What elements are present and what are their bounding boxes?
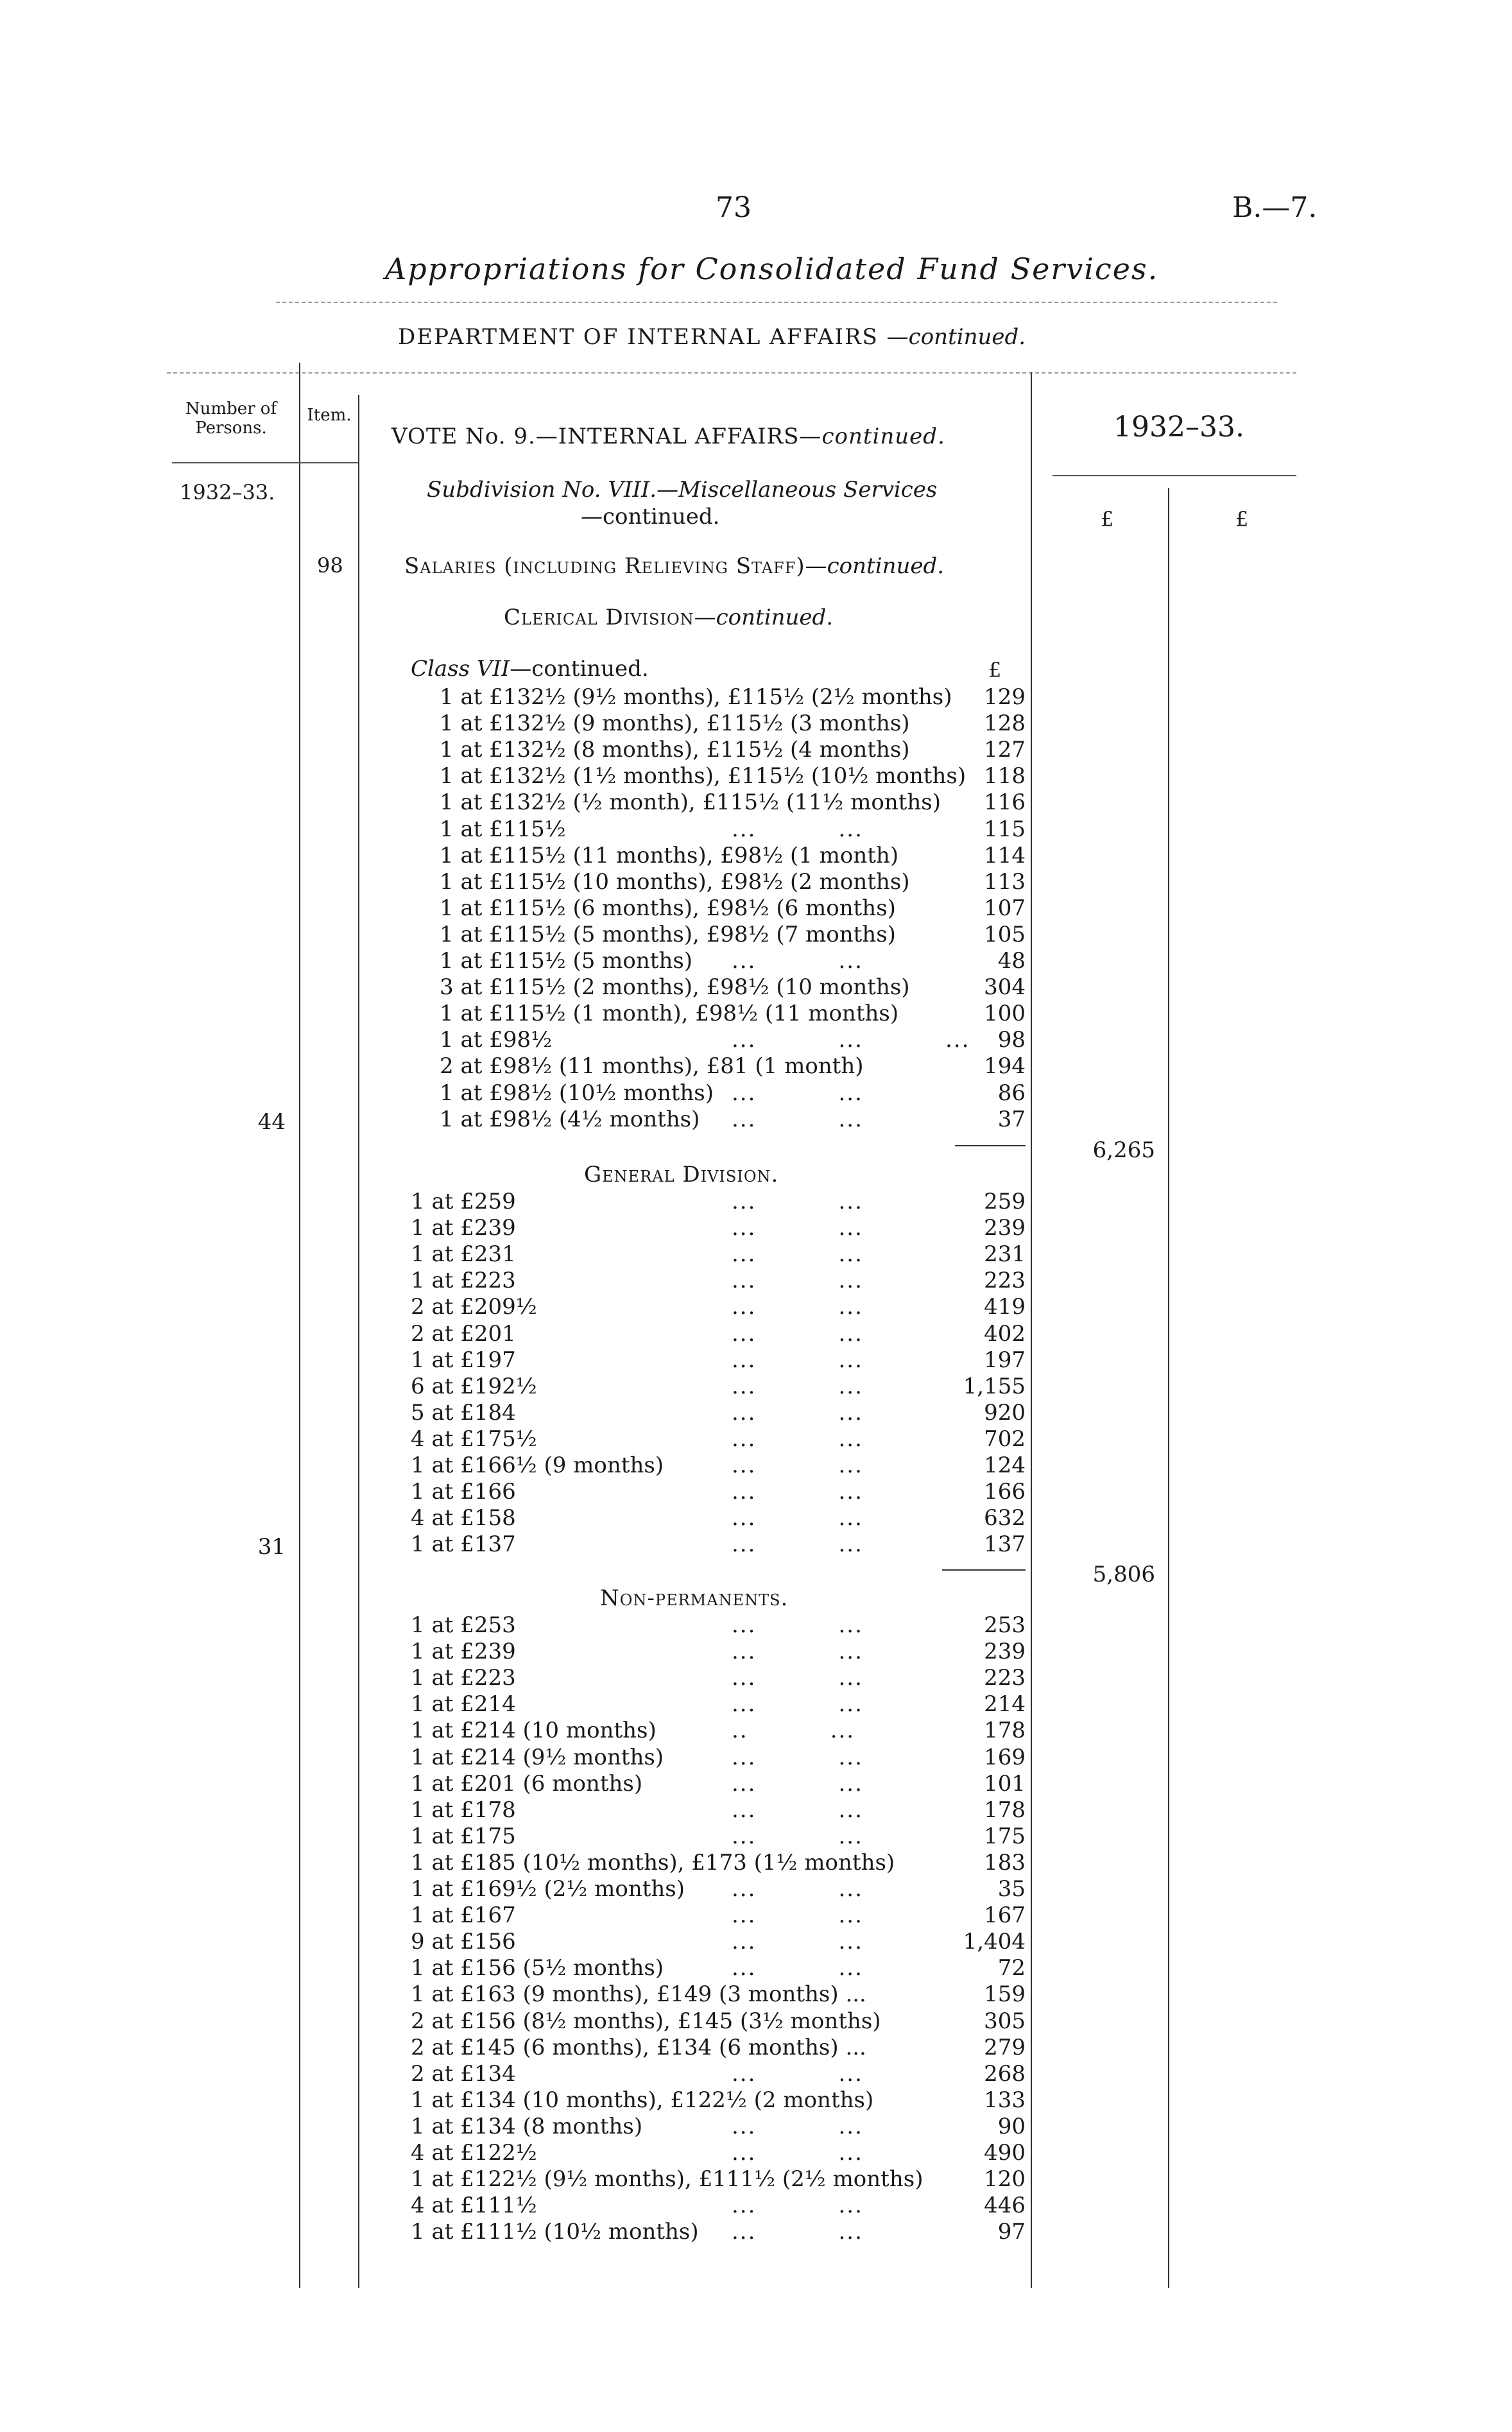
general-row-description: 6 at £192½ bbox=[411, 1373, 537, 1399]
general-row bbox=[411, 1294, 1026, 1320]
class-vii-row bbox=[440, 816, 1026, 843]
class-vii-row bbox=[440, 922, 1026, 948]
non-permanent-row-description: 4 at £111½ bbox=[411, 2193, 537, 2219]
class-vii-row bbox=[440, 1080, 1026, 1107]
non-permanent-row bbox=[411, 1745, 1026, 1771]
general-row-leader-dots: ... ... bbox=[732, 1505, 863, 1531]
non-permanent-row-amount: 239 bbox=[984, 1639, 1026, 1665]
number-of-persons-header: Number of Persons. bbox=[185, 399, 277, 438]
non-permanent-row-amount: 97 bbox=[997, 2219, 1026, 2245]
class-vii-persons: 44 bbox=[257, 1109, 286, 1135]
non-permanent-row-amount: 167 bbox=[984, 1902, 1026, 1929]
general-row-description: 1 at £166 bbox=[411, 1479, 516, 1505]
non-permanent-row-leader-dots: .. ... bbox=[732, 1718, 855, 1744]
class-vii-row-description: 1 at £115½ (1 month), £98½ (11 months) bbox=[440, 1001, 899, 1027]
general-row-description: 4 at £175½ bbox=[411, 1426, 537, 1452]
non-permanent-row bbox=[411, 1824, 1026, 1850]
non-permanent-row-amount: 268 bbox=[984, 2060, 1026, 2087]
class-vii-label-suffix: —continued. bbox=[510, 656, 649, 682]
class-vii-row-description: 1 at £115½ (10 months), £98½ (2 months) bbox=[440, 868, 910, 895]
class-vii-row bbox=[440, 763, 1026, 789]
non-permanent-row-description: 1 at £134 (10 months), £122½ (2 months) bbox=[411, 2087, 874, 2113]
general-row-description: 1 at £223 bbox=[411, 1268, 516, 1294]
class-vii-total: 6,265 bbox=[1092, 1137, 1155, 1163]
non-permanent-row-description: 2 at £145 (6 months), £134 (6 months) ... bbox=[411, 2034, 866, 2060]
head-rule-left bbox=[172, 462, 299, 463]
non-permanent-row-description: 2 at £134 bbox=[411, 2060, 516, 2087]
general-row-leader-dots: ... ... bbox=[732, 1241, 863, 1268]
page-number: 73 bbox=[716, 191, 752, 224]
non-permanent-row-amount: 178 bbox=[984, 1718, 1026, 1744]
class-vii-row-description: 1 at £132½ (½ month), £115½ (11½ months) bbox=[440, 789, 941, 816]
subdivision-line-2-text: —continued. bbox=[581, 504, 720, 530]
non-permanent-row-amount: 214 bbox=[984, 1691, 1026, 1718]
class-vii-row bbox=[440, 737, 1026, 763]
general-row-leader-dots: ... ... bbox=[732, 1189, 863, 1214]
general-row bbox=[411, 1453, 1026, 1479]
non-permanent-row-description: 1 at £175 bbox=[411, 1823, 516, 1849]
general-row bbox=[411, 1241, 1026, 1268]
general-row-description: 1 at £197 bbox=[411, 1347, 516, 1373]
class-vii-row bbox=[440, 895, 1026, 922]
non-permanent-row-amount: 35 bbox=[997, 1876, 1026, 1902]
non-permanent-row-description: 1 at £122½ (9½ months), £111½ (2½ months) bbox=[411, 2166, 924, 2193]
class-vii-row-description: 1 at £115½ bbox=[440, 816, 566, 842]
clerical-heading bbox=[504, 605, 833, 630]
non-permanent-row-leader-dots: ... ... bbox=[732, 1770, 863, 1797]
general-row-amount: 124 bbox=[984, 1453, 1026, 1478]
currency-header-a: £ bbox=[1101, 507, 1114, 531]
page-title: Appropriations for Consolidated Fund Services. bbox=[385, 252, 1159, 286]
currency-header-b: £ bbox=[1235, 507, 1249, 531]
non-permanent-row bbox=[411, 1902, 1026, 1929]
non-permanent-row-description: 1 at £111½ (10½ months) bbox=[411, 2219, 699, 2245]
non-permanent-row-description: 1 at £214 (9½ months) bbox=[411, 1744, 664, 1770]
class-vii-row-amount: 127 bbox=[984, 737, 1026, 763]
non-permanent-row-description: 1 at £167 bbox=[411, 1902, 516, 1929]
non-permanent-row-description: 1 at £223 bbox=[411, 1665, 516, 1691]
class-vii-row-amount: 115 bbox=[984, 816, 1026, 842]
non-permanent-row-amount: 90 bbox=[997, 2113, 1026, 2139]
non-permanent-row-description: 1 at £214 (10 months) bbox=[411, 1718, 657, 1744]
non-permanent-row-leader-dots: ... ... bbox=[732, 1665, 863, 1691]
general-row-description: 2 at £201 bbox=[411, 1320, 516, 1347]
general-row-amount: 239 bbox=[984, 1215, 1026, 1241]
non-permanent-row-description: 2 at £156 (8½ months), £145 (3½ months) bbox=[411, 2008, 881, 2034]
title-underline bbox=[276, 302, 1277, 303]
non-permanent-row-leader-dots: ... ... bbox=[732, 1639, 863, 1665]
class-vii-row-amount: 118 bbox=[984, 763, 1026, 789]
class-vii-row bbox=[440, 948, 1026, 974]
non-permanent-row-amount: 169 bbox=[984, 1744, 1026, 1770]
general-row-leader-dots: ... ... bbox=[732, 1399, 863, 1426]
general-row-amount: 920 bbox=[984, 1399, 1026, 1426]
general-row-amount: 259 bbox=[984, 1189, 1026, 1214]
class-vii-row-amount: 128 bbox=[984, 711, 1026, 737]
non-permanent-row bbox=[411, 2035, 1026, 2061]
non-permanent-row-description: 4 at £122½ bbox=[411, 2140, 537, 2166]
non-permanent-row-amount: 305 bbox=[984, 2008, 1026, 2034]
general-row-leader-dots: ... ... bbox=[732, 1294, 863, 1320]
general-total: 5,806 bbox=[1092, 1562, 1155, 1587]
general-row-leader-dots: ... ... bbox=[732, 1268, 863, 1294]
general-row-leader-dots: ... ... bbox=[732, 1453, 863, 1478]
year-right: 1932–33. bbox=[1113, 411, 1244, 444]
non-permanent-row bbox=[411, 1771, 1026, 1797]
non-permanent-row bbox=[411, 1612, 1026, 1639]
general-row-amount: 223 bbox=[984, 1268, 1026, 1294]
class-vii-row-amount: 86 bbox=[997, 1080, 1026, 1106]
non-permanent-row bbox=[411, 1929, 1026, 1955]
non-permanent-row-description: 1 at £169½ (2½ months) bbox=[411, 1876, 685, 1902]
class-vii-row-amount: 98 bbox=[997, 1027, 1026, 1053]
general-row-description: 1 at £137 bbox=[411, 1531, 516, 1558]
class-vii-row-amount: 116 bbox=[984, 789, 1026, 816]
non-permanent-row bbox=[411, 2008, 1026, 2035]
general-row-amount: 166 bbox=[984, 1479, 1026, 1505]
class-vii-row-description: 1 at £132½ (9 months), £115½ (3 months) bbox=[440, 711, 910, 737]
non-permanent-row-description: 1 at £178 bbox=[411, 1797, 516, 1823]
non-permanent-row-amount: 1,404 bbox=[963, 1929, 1026, 1955]
general-row bbox=[411, 1505, 1026, 1531]
non-permanent-row-leader-dots: ... ... bbox=[732, 1744, 863, 1770]
non-permanent-row-description: 1 at £239 bbox=[411, 1639, 516, 1665]
class-vii-row-description: 1 at £132½ (8 months), £115½ (4 months) bbox=[440, 737, 910, 763]
general-row bbox=[411, 1479, 1026, 1505]
salaries-heading-text: Salaries (including Relieving Staff) bbox=[404, 553, 805, 579]
class-vii-row bbox=[440, 1053, 1026, 1080]
class-vii-row-amount: 304 bbox=[984, 974, 1026, 1001]
non-permanent-row-amount: 223 bbox=[984, 1665, 1026, 1691]
non-permanent-row-amount: 253 bbox=[984, 1612, 1026, 1638]
class-vii-row-description: 1 at £132½ (1½ months), £115½ (10½ months) bbox=[440, 763, 966, 789]
salaries-heading bbox=[404, 553, 944, 579]
non-permanent-row-description: 1 at £156 (5½ months) bbox=[411, 1955, 664, 1981]
class-vii-row-amount: 129 bbox=[984, 684, 1026, 710]
class-vii-row-amount: 194 bbox=[984, 1053, 1026, 1080]
class-vii-row-leader-dots: ... ... bbox=[732, 1106, 863, 1132]
non-permanent-row-amount: 133 bbox=[984, 2087, 1026, 2113]
non-permanent-row-leader-dots: ... ... bbox=[732, 1955, 863, 1981]
general-row bbox=[411, 1321, 1026, 1347]
class-vii-row bbox=[440, 1027, 1026, 1053]
department-heading bbox=[398, 324, 1026, 350]
general-persons: 31 bbox=[257, 1534, 286, 1560]
department-name: DEPARTMENT OF INTERNAL AFFAIRS bbox=[398, 324, 879, 350]
non-permanent-row bbox=[411, 1797, 1026, 1824]
non-permanent-row-leader-dots: ... ... bbox=[732, 2193, 863, 2219]
general-row-amount: 632 bbox=[984, 1505, 1026, 1531]
general-row-description: 4 at £158 bbox=[411, 1505, 516, 1531]
vote-title bbox=[391, 424, 945, 449]
non-permanent-row-description: 1 at £185 (10½ months), £173 (1½ months) bbox=[411, 1849, 895, 1876]
department-suffix: —continued. bbox=[886, 324, 1026, 350]
class-vii-row-leader-dots: ... ... bbox=[732, 1080, 863, 1106]
class-vii-subtotal-rule bbox=[955, 1145, 1026, 1146]
class-vii-row-leader-dots: ... ... ... bbox=[732, 1027, 970, 1053]
general-row bbox=[411, 1400, 1026, 1426]
class-vii-row-description: 1 at £115½ (11 months), £98½ (1 month) bbox=[440, 842, 899, 868]
item-column-left-rule bbox=[299, 363, 300, 2288]
class-vii-row-leader-dots: ... ... bbox=[732, 816, 863, 842]
general-row bbox=[411, 1426, 1026, 1453]
vote-title-text: VOTE No. 9.—INTERNAL AFFAIRS— bbox=[391, 424, 822, 449]
non-permanent-row-leader-dots: ... ... bbox=[732, 1929, 863, 1955]
head-rule-item bbox=[299, 462, 358, 463]
non-permanent-row-amount: 159 bbox=[984, 1981, 1026, 2008]
general-row-description: 1 at £239 bbox=[411, 1215, 516, 1241]
general-row-amount: 702 bbox=[984, 1426, 1026, 1452]
non-permanent-row bbox=[411, 1691, 1026, 1718]
non-permanent-row-description: 9 at £156 bbox=[411, 1929, 516, 1955]
class-vii-row-description: 1 at £98½ (4½ months) bbox=[440, 1106, 700, 1132]
non-permanent-row-description: 1 at £201 (6 months) bbox=[411, 1770, 643, 1797]
class-vii-row-amount: 37 bbox=[997, 1106, 1026, 1132]
general-row bbox=[411, 1347, 1026, 1374]
general-row-leader-dots: ... ... bbox=[732, 1215, 863, 1241]
non-permanent-row bbox=[411, 2166, 1026, 2193]
non-permanent-row bbox=[411, 1665, 1026, 1691]
item-number: 98 bbox=[317, 553, 343, 578]
clerical-heading-text: Clerical Division bbox=[504, 605, 694, 630]
general-row-leader-dots: ... ... bbox=[732, 1531, 863, 1558]
non-permanent-row-description: 1 at £163 (9 months), £149 (3 months) ... bbox=[411, 1981, 866, 2008]
non-permanent-row-amount: 175 bbox=[984, 1823, 1026, 1849]
class-vii-row-description: 3 at £115½ (2 months), £98½ (10 months) bbox=[440, 974, 910, 1001]
class-vii-row-description: 1 at £132½ (9½ months), £115½ (2½ months) bbox=[440, 684, 952, 710]
non-permanent-row bbox=[411, 2114, 1026, 2140]
general-row-leader-dots: ... ... bbox=[732, 1373, 863, 1399]
general-row-amount: 402 bbox=[984, 1320, 1026, 1347]
class-vii-row bbox=[440, 789, 1026, 816]
head-rule-right bbox=[1052, 475, 1296, 476]
non-permanent-row-leader-dots: ... ... bbox=[732, 1797, 863, 1823]
class-vii-row-description: 1 at £115½ (5 months), £98½ (7 months) bbox=[440, 921, 896, 947]
class-vii-row-amount: 105 bbox=[984, 921, 1026, 947]
non-permanent-row-leader-dots: ... ... bbox=[732, 1612, 863, 1638]
class-vii-label-text: Class VII bbox=[411, 656, 510, 682]
non-permanent-row-amount: 183 bbox=[984, 1849, 1026, 1876]
class-vii-row bbox=[440, 1001, 1026, 1027]
class-vii-row bbox=[440, 711, 1026, 737]
non-permanent-row bbox=[411, 1639, 1026, 1665]
subdivision-line-1: Subdivision No. VIII.—Miscellaneous Services bbox=[427, 477, 938, 503]
non-permanent-row-description: 1 at £134 (8 months) bbox=[411, 2113, 643, 2139]
class-vii-row bbox=[440, 843, 1026, 869]
general-row bbox=[411, 1531, 1026, 1558]
non-permanent-row-leader-dots: ... ... bbox=[732, 1902, 863, 1929]
class-vii-row-amount: 107 bbox=[984, 895, 1026, 921]
non-permanent-row bbox=[411, 2061, 1026, 2087]
class-vii-row-amount: 100 bbox=[984, 1001, 1026, 1027]
non-permanent-row bbox=[411, 2087, 1026, 2114]
class-vii-label bbox=[411, 656, 649, 682]
non-permanent-row bbox=[411, 2140, 1026, 2166]
general-row-leader-dots: ... ... bbox=[732, 1347, 863, 1373]
class-vii-row-description: 2 at £98½ (11 months), £81 (1 month) bbox=[440, 1053, 864, 1080]
general-row-amount: 137 bbox=[984, 1531, 1026, 1558]
class-vii-row-amount: 48 bbox=[997, 948, 1026, 974]
class-vii-row-description: 1 at £115½ (6 months), £98½ (6 months) bbox=[440, 895, 896, 921]
item-column-right-rule bbox=[358, 395, 359, 2288]
class-vii-row-description: 1 at £98½ (10½ months) bbox=[440, 1080, 714, 1106]
non-permanent-row bbox=[411, 1955, 1026, 1981]
class-vii-row-leader-dots: ... ... bbox=[732, 948, 863, 974]
class-vii-row bbox=[440, 869, 1026, 895]
non-permanent-row-leader-dots: ... ... bbox=[732, 1823, 863, 1849]
non-permanent-row-leader-dots: ... ... bbox=[732, 1876, 863, 1902]
non-permanent-row bbox=[411, 2193, 1026, 2219]
non-permanent-row-leader-dots: ... ... bbox=[732, 2140, 863, 2166]
general-row bbox=[411, 1374, 1026, 1400]
non-permanent-row bbox=[411, 1850, 1026, 1876]
general-subtotal-rule bbox=[942, 1569, 1026, 1571]
non-permanent-row bbox=[411, 1876, 1026, 1902]
department-underline bbox=[167, 372, 1296, 374]
class-vii-row-amount: 113 bbox=[984, 868, 1026, 895]
total-column-rule bbox=[1168, 488, 1169, 2288]
non-permanent-row-amount: 490 bbox=[984, 2140, 1026, 2166]
general-row-amount: 197 bbox=[984, 1347, 1026, 1373]
class-vii-currency: £ bbox=[988, 658, 1002, 682]
general-row-amount: 1,155 bbox=[963, 1373, 1026, 1399]
non-permanent-row bbox=[411, 1981, 1026, 2008]
class-vii-row-amount: 114 bbox=[984, 842, 1026, 868]
non-permanents-heading: Non-permanents. bbox=[600, 1585, 789, 1611]
general-row-description: 5 at £184 bbox=[411, 1399, 516, 1426]
vote-title-suffix: continued. bbox=[821, 424, 945, 449]
general-row-amount: 419 bbox=[984, 1294, 1026, 1320]
non-permanent-row-description: 1 at £253 bbox=[411, 1612, 516, 1638]
non-permanent-row-amount: 279 bbox=[984, 2034, 1026, 2060]
general-row-amount: 231 bbox=[984, 1241, 1026, 1268]
general-row-description: 1 at £259 bbox=[411, 1189, 516, 1214]
general-row bbox=[411, 1215, 1026, 1241]
non-permanent-row-description: 1 at £214 bbox=[411, 1691, 516, 1718]
general-row-leader-dots: ... ... bbox=[732, 1426, 863, 1452]
class-vii-row-description: 1 at £98½ bbox=[440, 1027, 553, 1053]
class-vii-row bbox=[440, 974, 1026, 1001]
general-row bbox=[411, 1189, 1026, 1215]
non-permanent-row-amount: 446 bbox=[984, 2193, 1026, 2219]
general-row-leader-dots: ... ... bbox=[732, 1479, 863, 1505]
general-row-description: 1 at £166½ (9 months) bbox=[411, 1453, 664, 1478]
salaries-heading-suffix: —continued. bbox=[805, 553, 945, 579]
year-left: 1932–33. bbox=[180, 480, 275, 505]
non-permanent-row bbox=[411, 2219, 1026, 2245]
non-permanent-row-amount: 120 bbox=[984, 2166, 1026, 2193]
class-vii-row-description: 1 at £115½ (5 months) bbox=[440, 948, 693, 974]
general-row bbox=[411, 1268, 1026, 1294]
clerical-heading-suffix: —continued. bbox=[694, 605, 834, 630]
amount-column-rule bbox=[1031, 372, 1032, 2288]
non-permanent-row-leader-dots: ... ... bbox=[732, 2219, 863, 2245]
class-vii-row bbox=[440, 1107, 1026, 1133]
non-permanent-row bbox=[411, 1718, 1026, 1744]
class-vii-row bbox=[440, 684, 1026, 711]
document-code: B.—7. bbox=[1232, 191, 1318, 224]
general-row-leader-dots: ... ... bbox=[732, 1320, 863, 1347]
general-row-description: 1 at £231 bbox=[411, 1241, 516, 1268]
non-permanent-row-amount: 178 bbox=[984, 1797, 1026, 1823]
non-permanent-row-amount: 101 bbox=[984, 1770, 1026, 1797]
non-permanent-row-amount: 72 bbox=[997, 1955, 1026, 1981]
general-division-heading: General Division. bbox=[584, 1162, 779, 1187]
subdivision-line-2 bbox=[581, 503, 719, 530]
non-permanent-row-leader-dots: ... ... bbox=[732, 2060, 863, 2087]
general-row-description: 2 at £209½ bbox=[411, 1294, 537, 1320]
non-permanent-row-leader-dots: ... ... bbox=[732, 2113, 863, 2139]
non-permanent-row-leader-dots: ... ... bbox=[732, 1691, 863, 1718]
item-header: Item. bbox=[307, 406, 352, 425]
